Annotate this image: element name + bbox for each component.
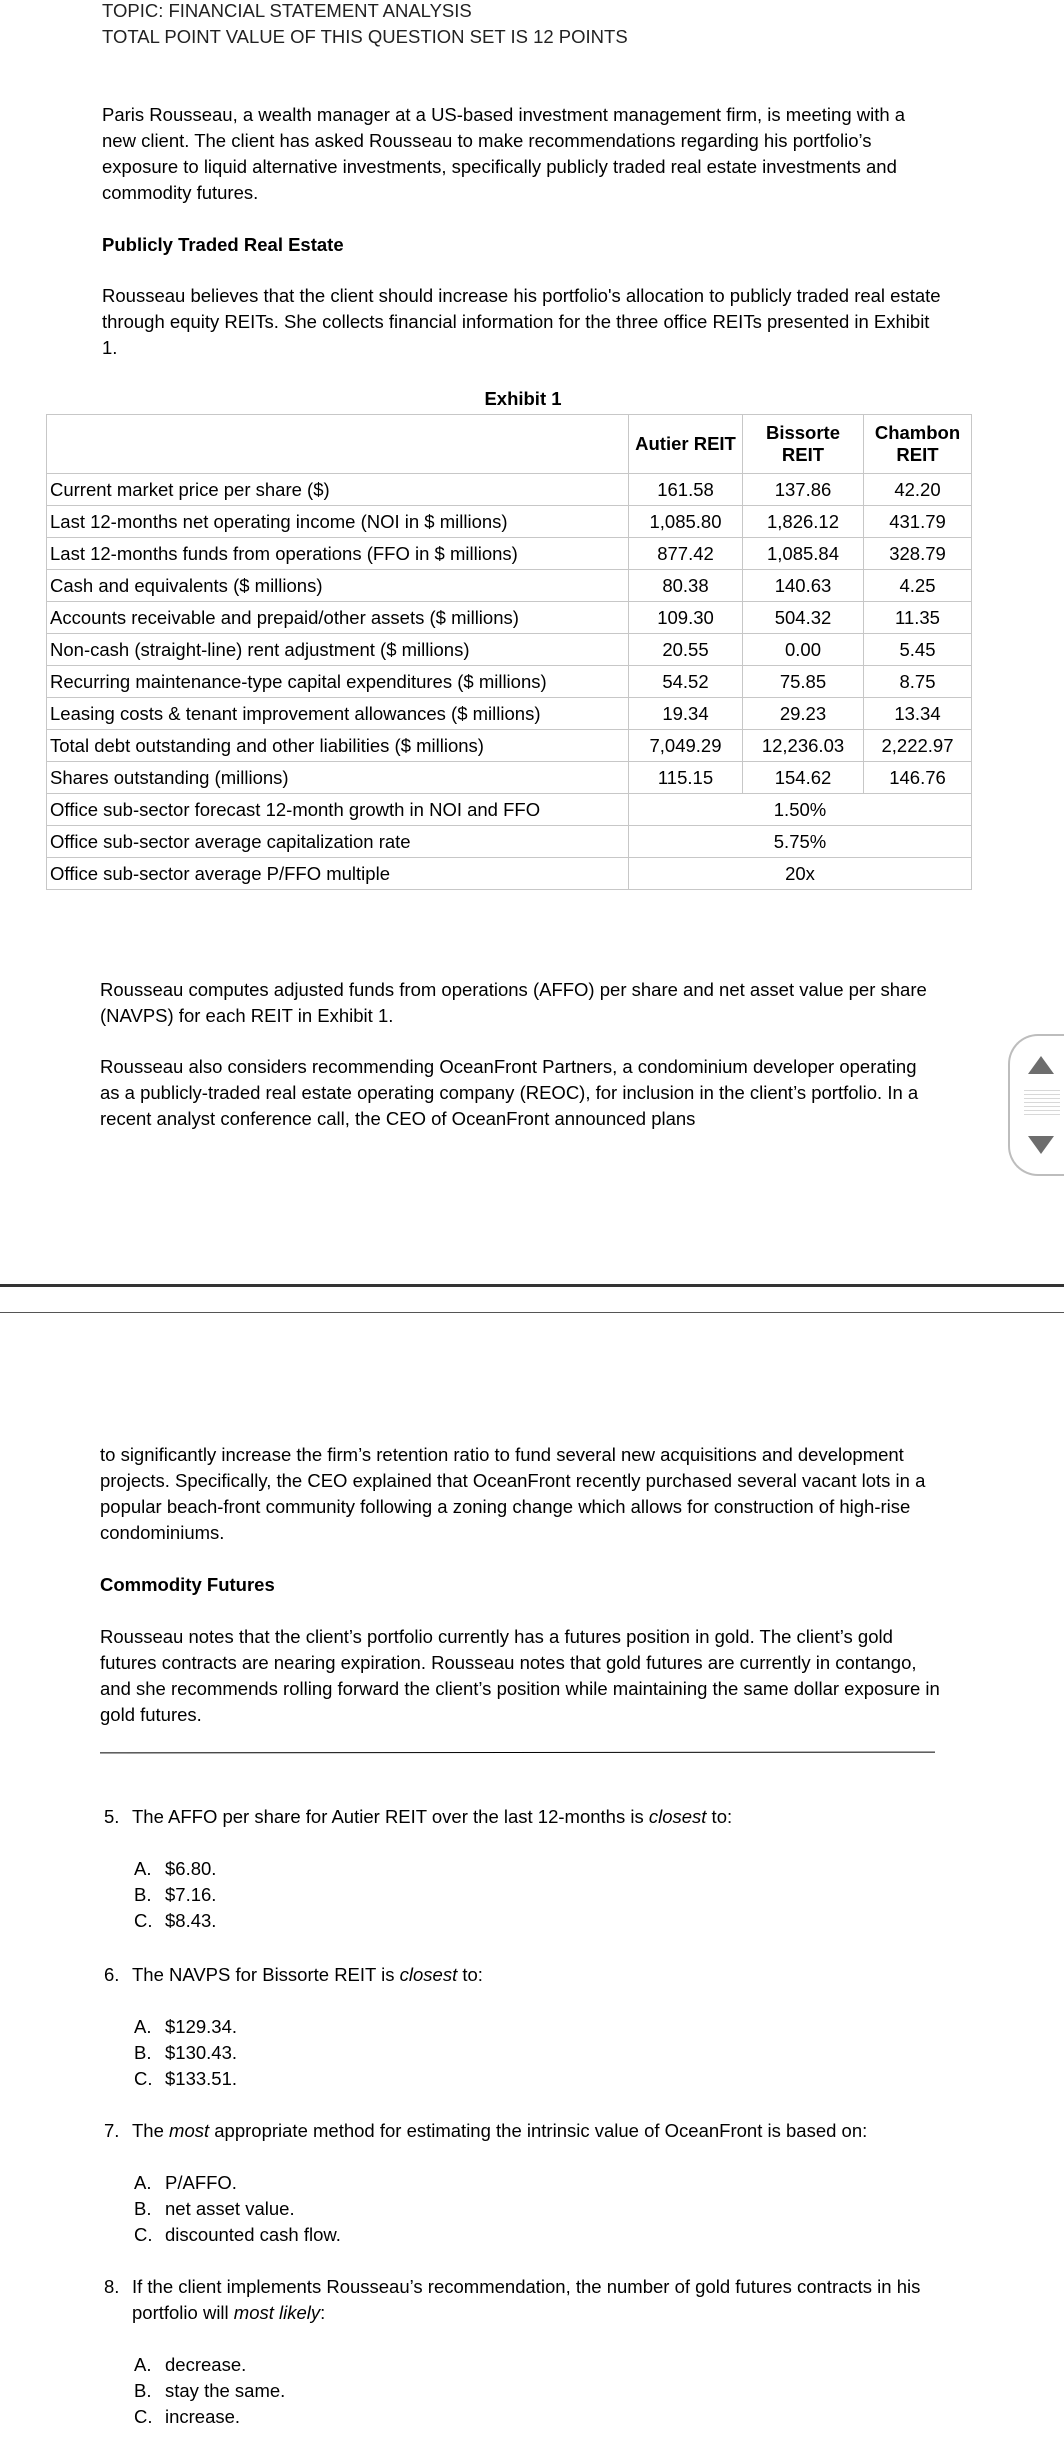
column-header-bissorte: Bissorte REIT <box>743 415 864 474</box>
row-label: Total debt outstanding and other liabilities ($ millions) <box>47 730 629 762</box>
oceanfront-paragraph-start: Rousseau also considers recommending OceanFront Partners, a condominium developer operating as a publicly-traded real estate operating company (REOC), for inclusion in the client’s portfolio. In a recent analyst conference call, the CEO of OceanFront announced plans <box>100 1056 919 1129</box>
exhibit-table <box>46 414 972 890</box>
option-letter: C. <box>134 1910 153 1931</box>
row-label: Shares outstanding (millions) <box>47 762 629 794</box>
table-row <box>47 602 972 634</box>
question-text: The <box>132 2120 170 2141</box>
option-letter: C. <box>134 2068 153 2089</box>
table-header-row <box>47 415 972 474</box>
table-row <box>47 570 972 602</box>
reit-paragraph: Rousseau believes that the client should increase his portfolio's allocation to publicly traded real estate through equity REITs. She collects financial information for the three office REITs presented in Exhibit 1. <box>102 285 941 358</box>
option-text: increase. <box>165 2406 241 2427</box>
answer-option[interactable] <box>134 2066 237 2092</box>
option-letter: A. <box>134 1858 152 1879</box>
answer-option[interactable] <box>134 1856 216 1882</box>
intro-paragraph: Paris Rousseau, a wealth manager at a US-based investment management firm, is meeting with a new client. The client has asked Rousseau to make recommendations regarding his portfolio’s exposure to liquid alternative investments, specifically publicly traded real estate investments and commodity futures. <box>102 104 906 203</box>
question-text-end: appropriate method for estimating the intrinsic value of OceanFront is based on: <box>209 2120 868 2141</box>
question-text: The NAVPS for Bissorte REIT is <box>132 1964 400 1985</box>
page-divider-thin <box>0 1312 1064 1313</box>
cell-value: 2,222.97 <box>864 730 972 762</box>
cell-value: 29.23 <box>743 698 864 730</box>
cell-value: 1,085.84 <box>743 538 864 570</box>
scroll-up-arrow-icon[interactable] <box>1028 1056 1054 1074</box>
question-5-options <box>134 1856 216 1934</box>
question-5 <box>104 1804 944 1830</box>
cell-value: 328.79 <box>864 538 972 570</box>
question-7 <box>104 2118 944 2144</box>
cell-value: 75.85 <box>743 666 864 698</box>
answer-option[interactable] <box>134 2196 341 2222</box>
row-label: Last 12-months funds from operations (FFO in $ millions) <box>47 538 629 570</box>
question-text-end: to: <box>706 1806 733 1827</box>
section-heading-real-estate: Publicly Traded Real Estate <box>102 234 344 255</box>
cell-value: 161.58 <box>629 474 743 506</box>
question-number: 8. <box>104 2276 120 2297</box>
row-label: Current market price per share ($) <box>47 474 629 506</box>
sector-row <box>47 826 972 858</box>
cell-value: 42.20 <box>864 474 972 506</box>
option-text: $130.43. <box>165 2042 238 2063</box>
answer-option[interactable] <box>134 2404 285 2430</box>
answer-option[interactable] <box>134 1882 216 1908</box>
row-label: Accounts receivable and prepaid/other assets ($ millions) <box>47 602 629 634</box>
section-heading-commodity: Commodity Futures <box>100 1574 275 1595</box>
row-label: Cash and equivalents ($ millions) <box>47 570 629 602</box>
scroll-widget[interactable] <box>1008 1034 1064 1176</box>
cell-value: 8.75 <box>864 666 972 698</box>
question-6-options <box>134 2014 237 2092</box>
option-text: stay the same. <box>165 2380 286 2401</box>
topic-header: TOPIC: FINANCIAL STATEMENT ANALYSIS <box>102 0 472 21</box>
row-label: Office sub-sector average P/FFO multiple <box>47 858 629 890</box>
table-row <box>47 762 972 794</box>
cell-value: 504.32 <box>743 602 864 634</box>
cell-value: 7,049.29 <box>629 730 743 762</box>
cell-value: 115.15 <box>629 762 743 794</box>
table-row <box>47 474 972 506</box>
question-8-options <box>134 2352 285 2430</box>
question-6 <box>104 1962 944 1988</box>
question-emphasis: closest <box>648 1806 707 1827</box>
cell-value: 137.86 <box>743 474 864 506</box>
cell-value: 4.25 <box>864 570 972 602</box>
question-text: If the client implements Rousseau’s recommendation, the number of gold futures contracts in his portfolio will <box>132 2276 921 2323</box>
cell-value: 109.30 <box>629 602 743 634</box>
answer-option[interactable] <box>134 2014 237 2040</box>
oceanfront-paragraph-continued: to significantly increase the firm’s retention ratio to fund several new acquisitions and development projects. Specifically, the CEO explained that OceanFront recently purchased several vacant lots in a popular beach-front community following a zoning change which allows for construction of high-rise condominiums. <box>100 1444 926 1543</box>
cell-value: 5.45 <box>864 634 972 666</box>
cell-value: 12,236.03 <box>743 730 864 762</box>
cell-value: 20.55 <box>629 634 743 666</box>
cell-value: 19.34 <box>629 698 743 730</box>
cell-value: 1,085.80 <box>629 506 743 538</box>
horizontal-rule <box>100 1752 935 1754</box>
option-text: net asset value. <box>165 2198 295 2219</box>
option-letter: C. <box>134 2224 153 2245</box>
gold-futures-paragraph: Rousseau notes that the client’s portfolio currently has a futures position in gold. The client’s gold futures contracts are nearing expiration. Rousseau notes that gold futures are currently in contango, and she recommends rolling forward the client’s position while maintaining the same dollar exposure in gold futures. <box>100 1626 940 1725</box>
question-emphasis: most <box>169 2120 210 2141</box>
option-letter: B. <box>134 2198 152 2219</box>
option-text: $129.34. <box>165 2016 238 2037</box>
option-text: $133.51. <box>165 2068 238 2089</box>
affo-paragraph: Rousseau computes adjusted funds from operations (AFFO) per share and net asset value per share (NAVPS) for each REIT in Exhibit 1. <box>100 979 927 1026</box>
cell-value: 20x <box>629 858 972 890</box>
question-7-options <box>134 2170 341 2248</box>
option-letter: C. <box>134 2406 153 2427</box>
answer-option[interactable] <box>134 2222 341 2248</box>
scroll-down-arrow-icon[interactable] <box>1028 1136 1054 1154</box>
cell-value: 13.34 <box>864 698 972 730</box>
cell-value: 11.35 <box>864 602 972 634</box>
question-number: 7. <box>104 2120 120 2141</box>
option-letter: B. <box>134 1884 152 1905</box>
table-row <box>47 730 972 762</box>
answer-option[interactable] <box>134 2378 285 2404</box>
option-letter: B. <box>134 2042 152 2063</box>
sector-row <box>47 794 972 826</box>
sector-row <box>47 858 972 890</box>
cell-value: 154.62 <box>743 762 864 794</box>
option-text: discounted cash flow. <box>165 2224 341 2245</box>
table-header-blank <box>47 415 629 474</box>
column-header-autier: Autier REIT <box>629 415 743 474</box>
option-text: $6.80. <box>165 1858 217 1879</box>
option-letter: A. <box>134 2354 152 2375</box>
cell-value: 877.42 <box>629 538 743 570</box>
row-label: Last 12-months net operating income (NOI in $ millions) <box>47 506 629 538</box>
answer-option[interactable] <box>134 2040 237 2066</box>
cell-value: 80.38 <box>629 570 743 602</box>
cell-value: 140.63 <box>743 570 864 602</box>
column-header-chambon: Chambon REIT <box>864 415 972 474</box>
question-number: 6. <box>104 1964 120 1985</box>
question-text-end: to: <box>457 1964 483 1985</box>
answer-option[interactable] <box>134 2170 341 2196</box>
question-number: 5. <box>104 1806 120 1827</box>
option-letter: A. <box>134 2016 152 2037</box>
cell-value: 1.50% <box>629 794 972 826</box>
option-letter: A. <box>134 2172 152 2193</box>
question-text-end: : <box>320 2302 326 2323</box>
table-row <box>47 634 972 666</box>
option-text: decrease. <box>165 2354 247 2375</box>
cell-value: 146.76 <box>864 762 972 794</box>
question-8 <box>104 2274 949 2326</box>
row-label: Leasing costs & tenant improvement allowances ($ millions) <box>47 698 629 730</box>
question-emphasis: closest <box>399 1964 458 1985</box>
row-label: Office sub-sector average capitalization rate <box>47 826 629 858</box>
table-row <box>47 698 972 730</box>
cell-value: 5.75% <box>629 826 972 858</box>
row-label: Non-cash (straight-line) rent adjustment ($ millions) <box>47 634 629 666</box>
question-emphasis: most likely <box>233 2302 321 2323</box>
scroll-grip-icon[interactable] <box>1024 1090 1060 1118</box>
row-label: Recurring maintenance-type capital expenditures ($ millions) <box>47 666 629 698</box>
points-header: TOTAL POINT VALUE OF THIS QUESTION SET IS 12 POINTS <box>102 26 628 47</box>
row-label: Office sub-sector forecast 12-month growth in NOI and FFO <box>47 794 629 826</box>
page-divider <box>0 1284 1064 1287</box>
cell-value: 0.00 <box>743 634 864 666</box>
answer-option[interactable] <box>134 2352 285 2378</box>
cell-value: 431.79 <box>864 506 972 538</box>
cell-value: 1,826.12 <box>743 506 864 538</box>
answer-option[interactable] <box>134 1908 216 1934</box>
table-row <box>47 666 972 698</box>
exhibit-title: Exhibit 1 <box>484 388 562 409</box>
cell-value: 54.52 <box>629 666 743 698</box>
question-text: The AFFO per share for Autier REIT over the last 12-months is <box>132 1806 649 1827</box>
table-row <box>47 538 972 570</box>
table-row <box>47 506 972 538</box>
option-text: $7.16. <box>165 1884 217 1905</box>
option-text: P/AFFO. <box>165 2172 237 2193</box>
option-text: $8.43. <box>165 1910 217 1931</box>
option-letter: B. <box>134 2380 152 2401</box>
